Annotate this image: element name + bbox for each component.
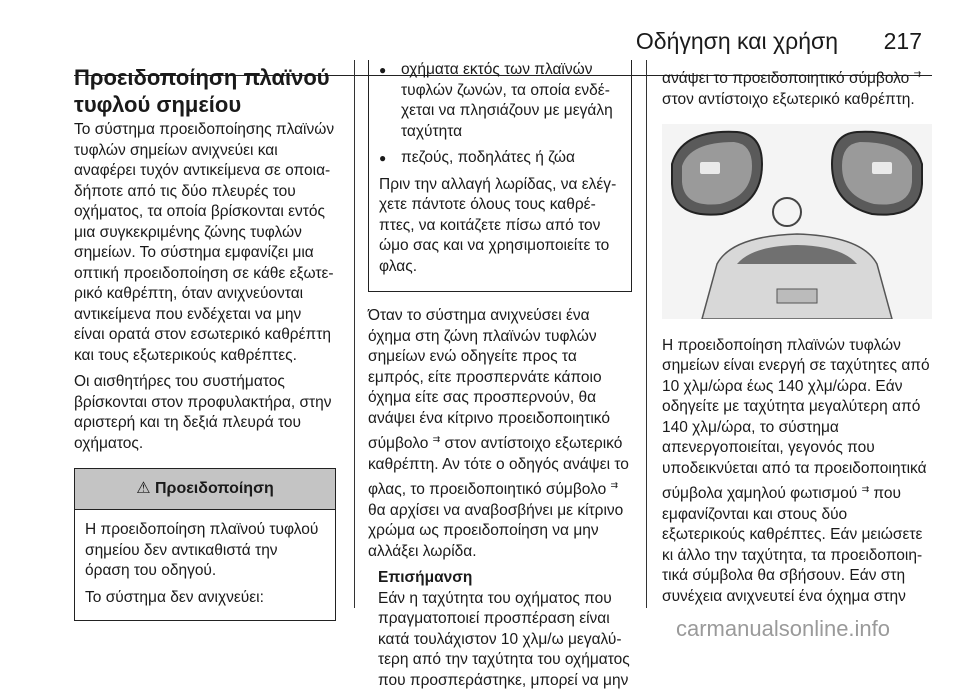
page-number: 217 [883, 28, 922, 54]
intro-paragraph: Το σύστημα προειδοποίησης πλαϊνών τυφλών σημείων ανιχνεύει και αναφέρει τυχόν αντικείμενα σε οποιαδήποτε από τις δύο πλευρές του οχήματος, τα οποία βρίσκονται εντός μια συγκεκριμένης ζώνης τυφλών σημείων. Το σύστημα εμφανίζει μια οπτική προειδοποίηση σε κάθε εξωτερικό καθρέπτη, όταν ανιχνεύονται αντικείμενα που ενδέχεται να μην είναι ορατά στον εσωτερικό καθρέπτη και τους εξωτερικούς καθρέπτες. [74, 121, 335, 364]
note-text: Εάν η ταχύτητα του οχήματος που πραγματοποιεί προσπέραση είναι κατά τουλάχιστον 10 χλμ/ω μεγαλύτερη από την ταχύτητα του οχήματος που προσπεράστηκε, μπορεί να μην [378, 589, 630, 689]
watermark: carmanualsonline.info [676, 616, 891, 641]
warning-text-2: Το σύστημα δεν ανιχνεύει: [85, 588, 264, 606]
mirror-illustration [662, 124, 932, 326]
bullet-list [379, 60, 621, 169]
continued-paragraph: ανάψει το προειδοποιητικό σύμβολο ⇉ στον αντίστοιχο εξωτερικό καθρέπτη. [662, 69, 922, 108]
active-speed-paragraph: Η προειδοποίηση πλαϊνών τυφλών σημείων είναι ενεργή σε ταχύτητες από 10 χλμ/ώρα έως 140 χλμ/ώρα. Εάν οδηγείτε με ταχύτητα μεγαλύτερη από 140 χλμ/ώρα, το σύστημα απενεργοποιείται, γεγονός που υποδεικνύεται από τα προειδοποιητικά σύμβολα χαμηλού φωτισμού ⇉ που εμφανίζονται και στους δύο εξωτερικούς καθρέπτες. Εάν μειώσετε κι άλλο την ταχύτητα, τα προειδοποιητικά σύμβολα θα σβήσουν. Εάν στη συνέχεια ανιχνευτεί ένα όχημα στην [662, 336, 930, 605]
blind-spot-symbol-icon: ⇉ [913, 69, 922, 79]
column-divider-2 [646, 60, 647, 608]
column-3 [662, 64, 932, 613]
chapter-title: Οδήγηση και χρήση [635, 28, 838, 54]
warning-triangle-icon: ⚠ [136, 480, 151, 497]
column-2 [368, 60, 632, 691]
detection-paragraph: Όταν το σύστημα ανιχνεύσει ένα όχημα στη ζώνη πλαϊνών τυφλών σημείων ενώ οδηγείτε προς τα εμπρός, είτε προσπερνάτε κάποιο όχημα είτε σας προσπερνούν, θα ανάψει ένα κίτρινο προειδοποιητικό σύμβολο ⇉ στον αντίστοιχο εξωτερικό καθρέπτη. Αν τότε ο οδηγός ανάψει το φλας, το προειδοποιητικό σύμβολο ⇉ θα αρχίσει να αναβοσβήνει με κίτρινο χρώμα ως προειδοποίηση να μην αλλάξει λωρίδα. [368, 307, 629, 560]
box-paragraph: Πριν την αλλαγή λωρίδας, να ελέγχετε πάντοτε όλους τους καθρέπτες, να κοιτάζετε πίσω από τον ώμο σας και να χρησιμοποιείτε το φλας. [379, 175, 617, 275]
warning-body [75, 510, 335, 620]
warning-box [74, 468, 336, 621]
warning-continuation-box [368, 60, 632, 292]
blind-spot-symbol-icon: ⇉ [432, 434, 441, 444]
bullet-item-1: ● οχήματα εκτός των πλαϊνών τυφλών ζωνών, τα οποία ενδέχεται να πλησιάζουν με μεγάλη ταχύτητα [379, 60, 621, 142]
column-divider-1 [354, 60, 355, 608]
note-title: Επισήμανση [378, 569, 473, 587]
bullet-item-2: ● πεζούς, ποδηλάτες ή ζώα [379, 148, 621, 169]
warning-header [75, 469, 335, 510]
warning-text-1: Η προειδοποίηση πλαϊνού τυφλού σημείου δεν αντικαθιστά την όραση του οδηγού. [85, 521, 319, 579]
car-rear-mirrors-figure [662, 124, 932, 319]
section-heading: Προειδοποίηση πλαϊνού τυφλού σημείου [74, 65, 330, 117]
warning-title: Προειδοποίηση [154, 480, 274, 497]
page-header [0, 20, 960, 60]
blind-spot-symbol-icon: ⇉ [861, 484, 870, 495]
sensor-paragraph: Οι αισθητήρες του συστήματος βρίσκονται στον προφυλακτήρα, στην αριστερή και τη δεξιά πλευρά του οχήματος. [74, 373, 332, 452]
column-1 [74, 64, 336, 621]
blind-spot-symbol-icon: ⇉ [610, 480, 619, 491]
